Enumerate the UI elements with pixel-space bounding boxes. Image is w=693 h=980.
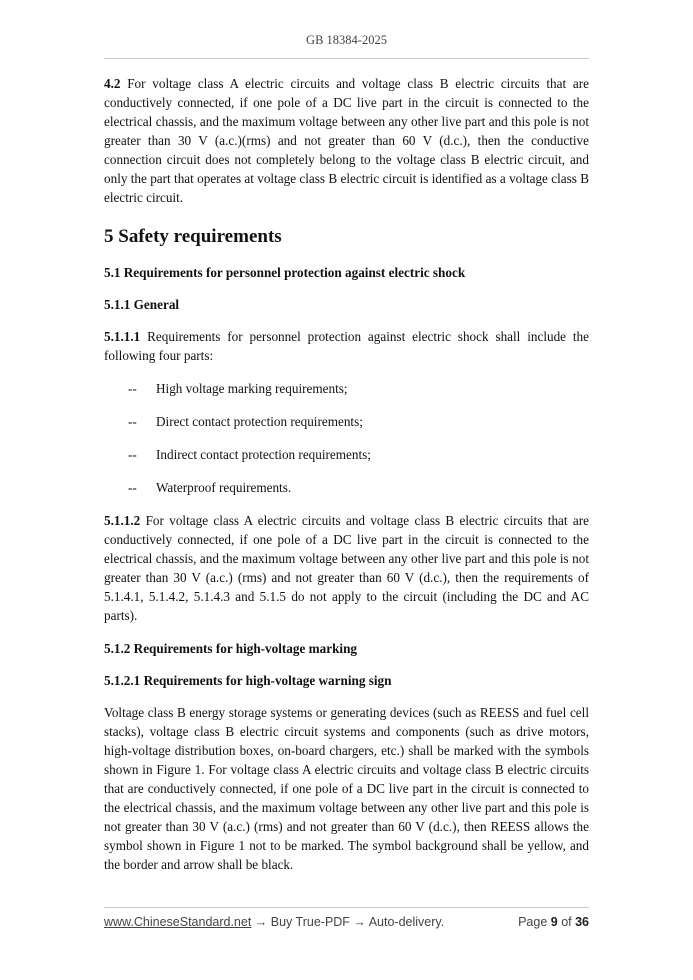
subsection-title-5-1-1: 5.1.1 General — [104, 297, 180, 312]
clause-number: 4.2 — [104, 76, 121, 91]
list-item — [104, 412, 589, 431]
list-dash: -- — [128, 480, 137, 495]
footer-divider — [104, 907, 589, 908]
clause-text: Requirements for personnel protection against electric shock shall include the following four parts: — [104, 329, 589, 363]
footer-promo — [104, 915, 444, 929]
page-label: Page — [518, 915, 551, 929]
website-link[interactable]: www.ChineseStandard.net — [104, 915, 252, 929]
page-indicator — [518, 915, 589, 929]
section-title: 5 Safety requirements — [104, 226, 282, 247]
page-number: 9 — [550, 915, 558, 929]
list-item-text: Indirect contact protection requirements; — [156, 447, 371, 462]
of-label: of — [557, 915, 576, 929]
clause-5-1-1-1 — [104, 327, 589, 365]
clause-5-1-1-2 — [104, 511, 589, 625]
document-header: GB 18384-2025 — [306, 33, 387, 47]
clause-4-2 — [104, 74, 589, 207]
list-item-text: Direct contact protection requirements; — [156, 414, 363, 429]
clause-number: 5.1.1.1 — [104, 329, 141, 344]
list-item — [104, 478, 589, 497]
list-dash: -- — [128, 381, 137, 396]
list-item-text: Waterproof requirements. — [156, 480, 292, 495]
clause-text: For voltage class A electric circuits and voltage class B electric circuits that are conductively connected, if one pole of a DC live part in the circuit is connected to the electrical chassis, and the maximum voltage between any other live part and this pole is not greater than 30 V (a.c.) (rms) and not greater than 60 V (d.c.), then the requirements of 5.1.4.1, 5.1.4.2, 5.1.4.3 and 5.1.5 do not apply to the circuit (including the DC and AC parts). — [104, 513, 589, 623]
list-item — [104, 445, 589, 464]
total-pages: 36 — [575, 915, 589, 929]
header-divider — [104, 58, 589, 59]
subsection-title-5-1: 5.1 Requirements for personnel protection against electric shock — [104, 265, 466, 280]
subsection-title-5-1-2: 5.1.2 Requirements for high-voltage marking — [104, 641, 357, 656]
list-dash: -- — [128, 447, 137, 462]
paragraph-warning-sign: Voltage class B energy storage systems or generating devices (such as REESS and fuel cell stacks), voltage class B electric circuit systems and components (such as drive motors, high-voltage distribution boxes, on-board chargers, etc.) shall be marked with the symbols shown in Figure 1. For voltage class A electric circuits and voltage class B electric circuits that are conductively connected, if one pole of a DC live part in the circuit is connected to the electrical chassis, and the maximum voltage between any other live part and this pole is not greater than 30 V (a.c.) (rms) and not greater than 60 V (d.c.), then REESS allows the symbol shown in Figure 1 not to be marked. The symbol background shall be yellow, and the border and arrow shall be black. — [104, 705, 589, 872]
list-dash: -- — [128, 414, 137, 429]
list-item-text: High voltage marking requirements; — [156, 381, 348, 396]
requirements-list — [104, 379, 589, 497]
subsection-title-5-1-2-1: 5.1.2.1 Requirements for high-voltage warning sign — [104, 673, 392, 688]
page-footer — [104, 915, 589, 935]
footer-tagline: → Buy True-PDF → Auto-delivery. — [251, 915, 445, 929]
document-body — [104, 74, 589, 874]
clause-text: For voltage class A electric circuits and voltage class B electric circuits that are conductively connected, if one pole of a DC live part in the circuit is connected to the electrical chassis, and the maximum voltage between any other live part and this pole is not greater than 30 V (a.c.)(rms) and not greater than 60 V (d.c.), then the conductive connection circuit does not completely belong to the voltage class B electric circuit, and only the part that operates at voltage class B electric circuit is identified as a voltage class B electric circuit. — [104, 76, 589, 205]
list-item — [104, 379, 589, 398]
clause-number: 5.1.1.2 — [104, 513, 141, 528]
